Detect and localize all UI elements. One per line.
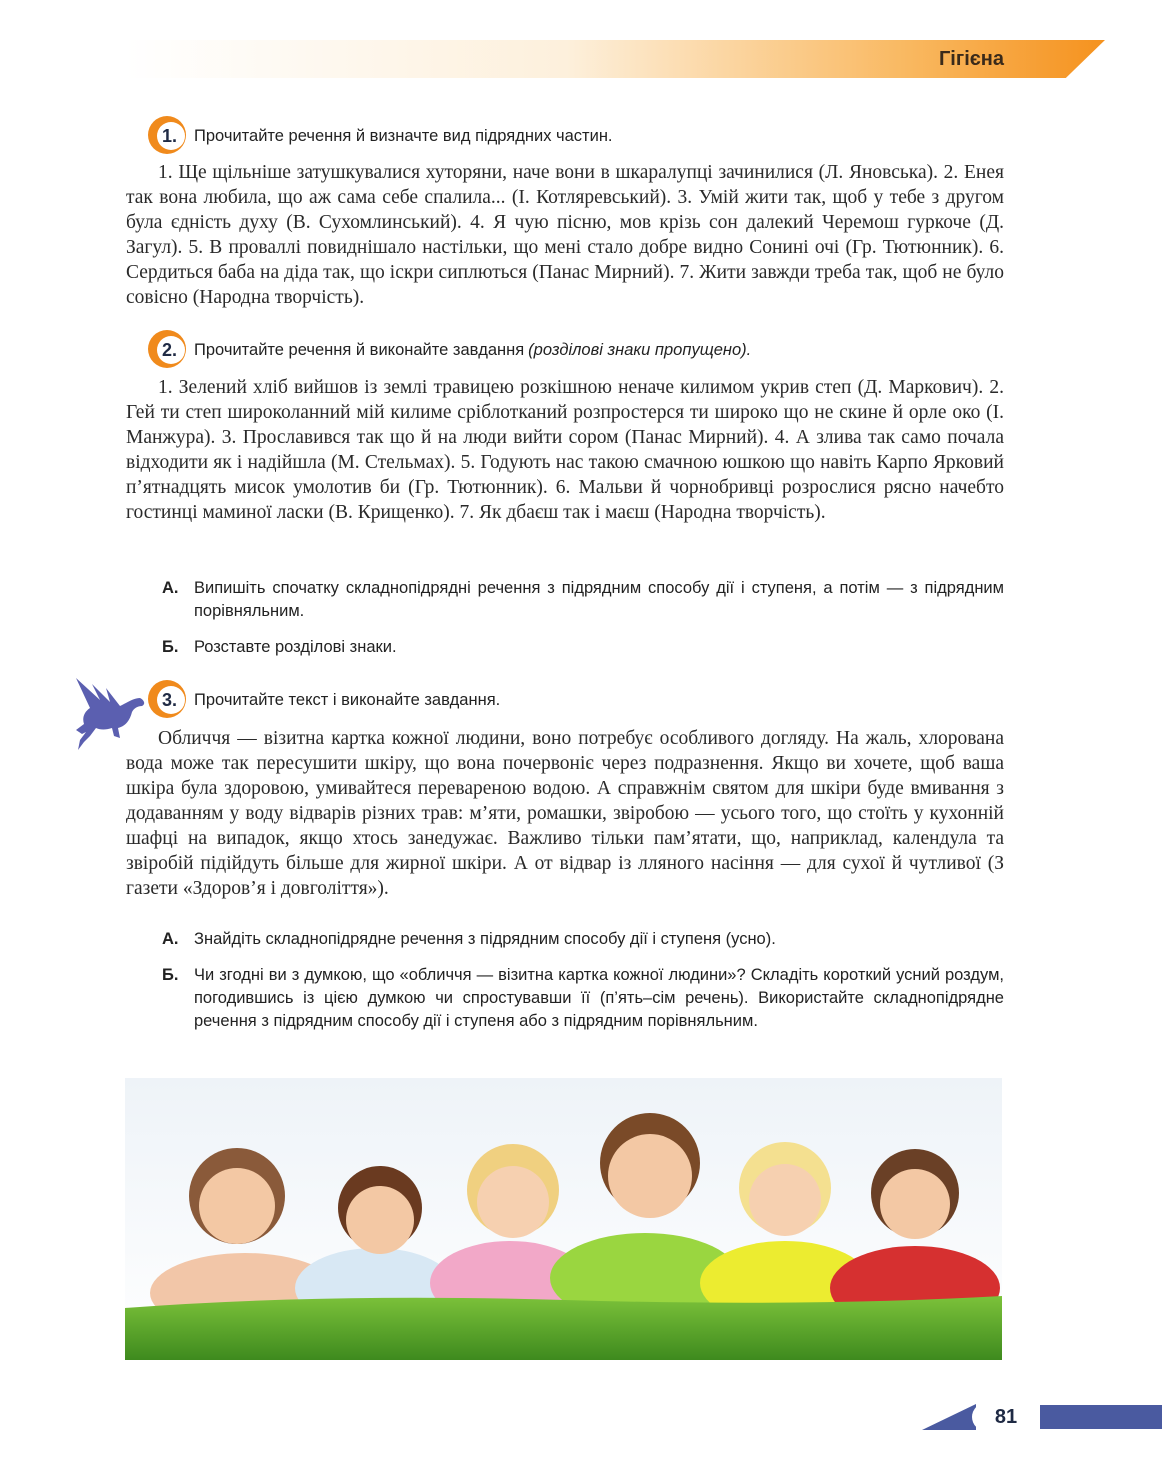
subtask-text: Знайдіть складнопідрядне речення з підрядним способу дії і ступеня (усно). [194,930,776,948]
footer-bar [1040,1405,1162,1429]
footer-decoration [922,1404,976,1430]
subtask-letter: А. [162,579,179,597]
task-1-heading [148,116,613,156]
task-1-text: 1. Ще щільніше затушкувалися хуторяни, наче вони в шкаралупці зачинилися (Л. Яновська). 2. Енея так вона любила, що аж сама себе спалила... (І. Котляревський). 3. Умій жити так, щоб у тебе з другом була єдність духу (В. Сухомлинський). 4. Я чую пісню, мов крізь сон далекий Черемош гуркоче (Д. Загул). 5. В проваллі повиднішало настільки, що мені стало добре видно Сонині очі (Гр. Тютюнник). 6. Сердиться баба на діда так, що іскри сиплються (Панас Мирний). 7. Жити завжди треба так, щоб не було совісно (Народна творчість). [126,162,1004,308]
task-instruction-note: (розділові знаки пропущено). [528,340,752,359]
task-instruction: Прочитайте текст і виконайте завдання. [194,690,501,709]
task-number: 3. [162,690,178,710]
task-3-heading [148,680,500,720]
task-2-heading [148,330,751,370]
task-3-text: Обличчя — візитна картка кожної людини, воно потребує особливого догляду. На жаль, хлорована вода може так пересушити шкіру, що вона почервоніє через подразнення. Якщо ви хочете, щоб ваша шкіра була здоровою, умивайтеся перевареною водою. А справжнім святом для шкіри буде вмивання з додаванням у воду відварів різних трав: м’яти, ромашки, звіробою — усього того, що стоїть у кухонній шафці на випадок, якщо хтось занедужає. Важливо тільки пам’ятати, що, наприклад, календула та звіробій підійдуть більше для жирної шкіри. А от відвар із лляного насіння — для сухої й чутливої (З газети «Здоров’я і довголіття»). [126,728,1004,899]
task-2-text: 1. Зелений хліб вийшов із землі травицею розкішною неначе килимом укрив степ (Д. Маркович). 2. Гей ти степ широколанний мій килиме сріблотканий розпростерся ти широко що не скине й орле око (І. Манжура). 3. Прославився так що й на люди вийти сором (Панас Мирний). 4. А злива так само почала відходити як і надійшла (М. Стельмах). 5. Годують нас такою смачною юшкою що навіть Карпо Ярковий п’ятнадцять мисок умолотив би (Гр. Тютюнник). 6. Мальви й чорнобривці розрослися рясно начебто гостинці маминої ласки (В. Крищенко). 7. Як дбаєш так і маєш (Народна творчість). [126,377,1004,523]
task-number: 1. [162,126,178,146]
task-number-badge [148,116,188,156]
subtask-b [162,964,1004,1033]
task-instruction: Прочитайте речення й виконайте завдання [194,340,525,359]
task-number-badge [148,330,188,370]
subtask-text: Чи згодні ви з думкою, що «обличчя — візитна картка кожної людини»? Складіть короткий усний роздум, погодившись із цією думкою чи спростувавши її (п’ять–сім речень). Використайте складнопідрядне речення з підрядним способу дії і ступеня або з підрядним порівняльним. [194,966,1004,1030]
subtask-a [162,577,1004,623]
subtask-text: Випишіть спочатку складнопідрядні речення з підрядним способу дії і ступеня, а потім — з підрядним порівняльним. [194,579,1004,620]
children-photo [125,1078,1002,1360]
task-instruction: Прочитайте речення й визначте вид підрядних частин. [194,126,613,145]
subtask-a [162,928,1004,951]
subtask-text: Розставте розділові знаки. [194,638,397,656]
section-title: Гігієна [938,48,1004,70]
subtask-letter: А. [162,930,179,948]
subtask-letter: Б. [162,966,179,984]
subtask-b [162,636,1004,659]
subtask-letter: Б. [162,638,179,656]
task-number-badge [148,680,188,720]
page-number: 81 [972,1403,1040,1431]
task-number: 2. [162,340,178,360]
